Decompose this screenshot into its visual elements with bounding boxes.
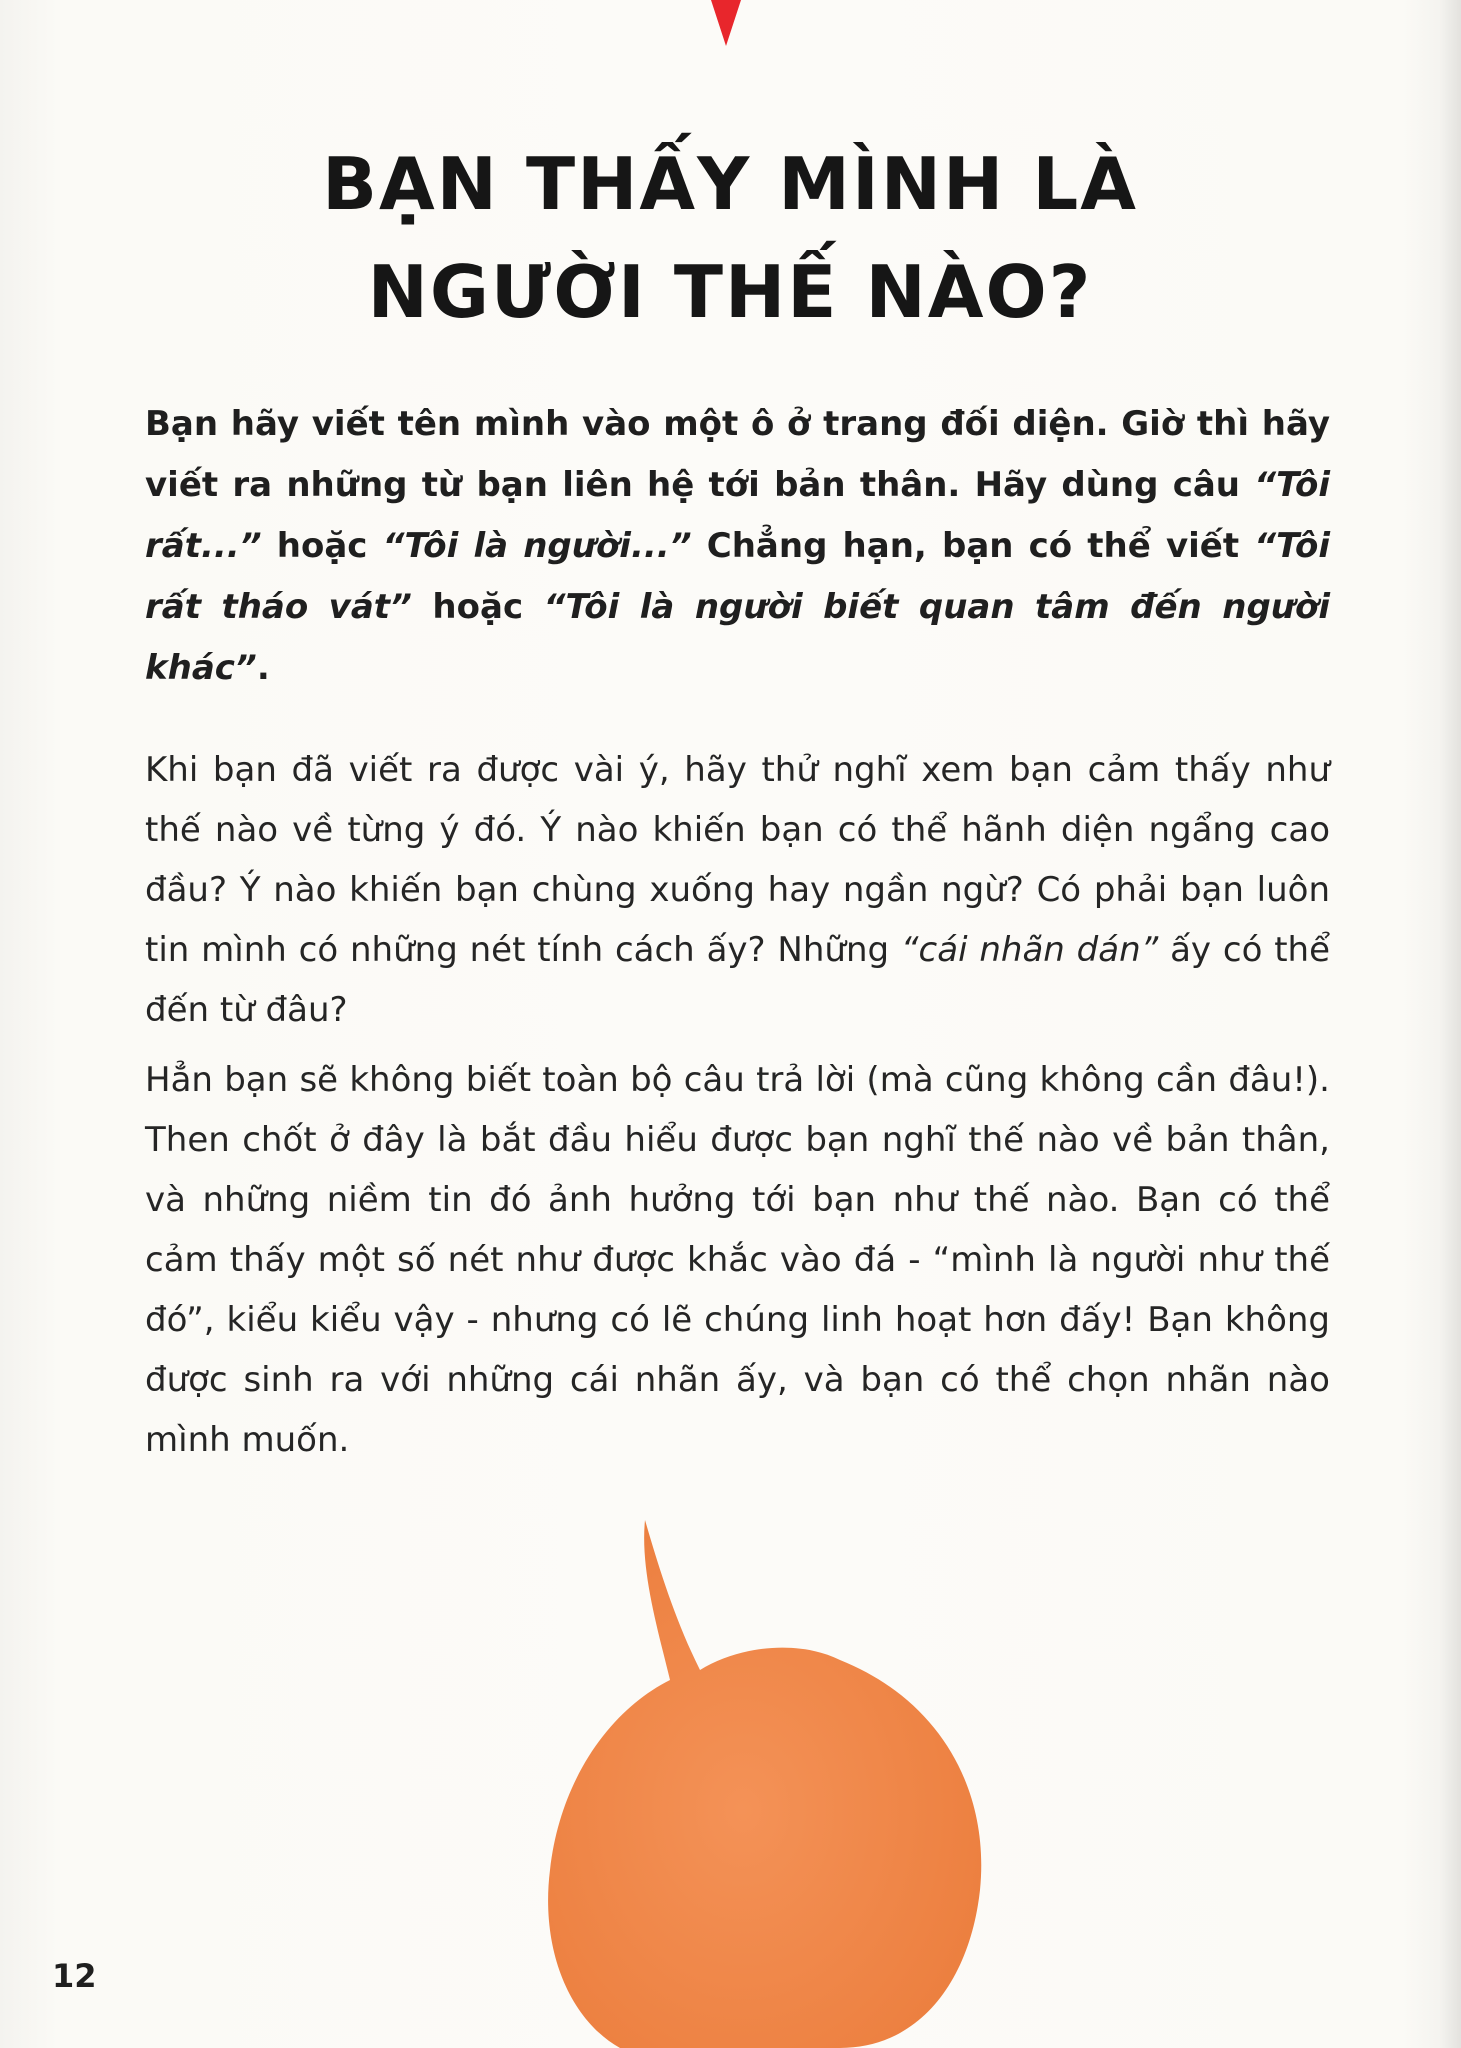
intro-quote-4: “Tôi là người biết quan tâm đến người khác” [145, 587, 1331, 688]
intro-quote-3: “Tôi rất tháo vát” [145, 526, 1330, 627]
intro-quote-1: “Tôi rất...” [145, 465, 1330, 566]
intro-paragraph [145, 394, 1330, 699]
red-triangle-marker [711, 0, 741, 46]
intro-text-1: Bạn hãy viết tên mình vào một ô ở trang đối diện. Giờ thì hãy viết ra những từ bạn liên hệ tới bản thân. Hãy dùng câu [145, 404, 1330, 505]
page-title [230, 130, 1230, 346]
page-edge-shadow [1439, 0, 1461, 2048]
paragraph1-text-2: ấy có thể đến từ đâu? [145, 930, 1331, 1030]
page-number: 12 [52, 1957, 97, 1995]
intro-text-3: Chẳng hạn, bạn có thể viết [691, 526, 1255, 566]
body-paragraph-2: Hẳn bạn sẽ không biết toàn bộ câu trả lời (mà cũng không cần đâu!). Then chốt ở đây là bắt đầu hiểu được bạn nghĩ thế nào về bản thân, và những niềm tin đó ảnh hưởng tới bạn như thế nào. Bạn có thể cảm thấy một số nét như được khắc vào đá - “mình là người như thế đó”, kiểu kiểu vậy - nhưng có lẽ chúng linh hoạt hơn đấy! Bạn không được sinh ra với những cái nhãn ấy, và bạn có thể chọn nhãn nào mình muốn. [145, 1060, 1330, 1460]
intro-text-4: hoặc [411, 587, 544, 627]
blob-shape [548, 1520, 981, 2048]
title-line-1: BẠN THẤY MÌNH LÀ [322, 142, 1138, 226]
body-paragraph-1 [145, 740, 1330, 1040]
paragraph1-quote: “cái nhãn dán” [900, 930, 1159, 970]
orange-speech-blob-illustration [540, 1510, 1000, 2048]
paragraph1-text-1: Khi bạn đã viết ra được vài ý, hãy thử nghĩ xem bạn cảm thấy như thế nào về từng ý đó. Ý nào khiến bạn có thể hãnh diện ngẩng cao đầu? Ý nào khiến bạn chùng xuống hay ngần ngừ? Có phải bạn luôn tin mình có những nét tính cách ấy? Những [145, 750, 1330, 970]
intro-quote-2: “Tôi là người...” [382, 526, 692, 566]
intro-text-5: . [256, 648, 270, 688]
intro-text-2: hoặc [261, 526, 383, 566]
title-line-2: NGƯỜI THẾ NÀO? [367, 250, 1093, 334]
